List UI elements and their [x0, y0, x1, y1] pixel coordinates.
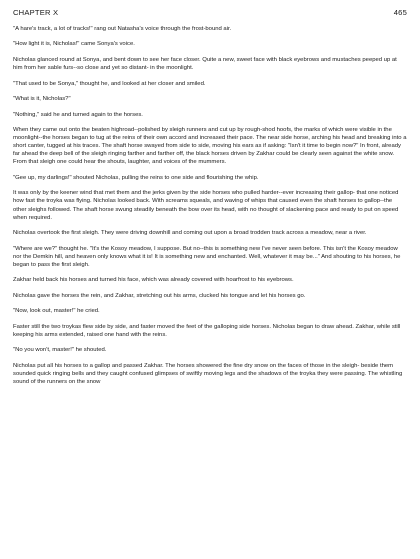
chapter-title: CHAPTER X [13, 8, 59, 17]
paragraph: Nicholas overtook the first sleigh. They were driving downhill and coming out upon a broad trodden track across a meadow, near a river. [13, 230, 367, 237]
paragraph: Zakhar held back his horses and turned his face, which was already covered with hoarfrost to his eyebrows. [13, 277, 294, 284]
paragraph: "Now, look out, master!" he cried. [13, 308, 100, 315]
paragraph: "How light it is, Nicholas!" came Sonya's voice. [13, 41, 135, 48]
paragraph: When they came out onto the beaten highroad--polished by sleigh runners and cut up by rough-shod hoofs, the marks of which were visible in the moonlight--the horses began to tug at the reins of their own accord and increased their pace. The near side horse, arching his head and breaking into a short canter, tugged at his traces. The shaft horse swayed from side to side, moving his ears as if asking: "Isn't it time to begin now?" In front, already far ahead the deep bell of the sleigh ringing farther and farther off, the black horses driven by Zakhar could be clearly seen against the white snow. From that sleigh one could hear the shouts, laughter, and voices of the mummers. [13, 127, 407, 166]
paragraph: Faster still the two troykas flew side by side, and faster moved the feet of the galloping side horses. Nicholas began to draw ahead. Zakhar, while still keeping his arms extended, raised one hand with the reins. [13, 323, 401, 338]
paragraph: It was only by the keener wind that met them and the jerks given by the side horses who pulled harder--ever increasing their gallop- that one noticed how fast the troyka was flying. Nicholas looked back. With screams squeals, and waving of whips that caused even the shaft horses to gallop--the other sleighs followed. The shaft horse swung steadily beneath the bow over its head, with no thought of slackening pace and ready to put on speed when required. [13, 190, 399, 221]
paragraph: "A hare's track, a lot of tracks!" rang out Natasha's voice through the frost-bound air. [13, 26, 232, 32]
page-number: 465 [393, 8, 407, 17]
paragraph: "Where are we?" thought he. "It's the Kosoy meadow, I suppose. But no--this is something new I've never seen before. This isn't the Kosoy meadow nor the Demkin hill, and heaven only knows what it is! It is something new and enchanted. Well, whatever it may be..." And shouting to his horses, he began to pass the first sleigh. [13, 245, 401, 268]
paragraph: "No you won't, master!" he shouted. [13, 347, 107, 354]
page-header [13, 8, 407, 17]
paragraph: "Gee up, my darlings!" shouted Nicholas, pulling the reins to one side and flourishing the whip. [13, 174, 259, 181]
paragraph: "That used to be Sonya," thought he, and looked at her closer and smiled. [13, 80, 206, 87]
paragraph: "Nothing," said he and turned again to the horses. [13, 111, 143, 118]
book-page [13, 8, 407, 393]
paragraph: Nicholas gave the horses the rein, and Zakhar, stretching out his arms, clucked his tongue and let his horses go. [13, 292, 306, 299]
paragraph: Nicholas put all his horses to a gallop and passed Zakhar. The horses showered the fine dry snow on the faces of those in the sleigh- beside them sounded quick ringing bells and they caught confused glimpses of swiftly moving legs and the shadows of the troyka they were passing. The whistling sound of the runners on the snow [13, 362, 403, 385]
paragraph: Nicholas glanced round at Sonya, and bent down to see her face closer. Quite a new, sweet face with black eyebrows and mustaches peeped up at him from her sable furs--so close and yet so distant- in the moonlight. [13, 56, 397, 72]
paragraph: "What is it, Nicholas?" [13, 96, 71, 103]
body-text [13, 25, 407, 386]
